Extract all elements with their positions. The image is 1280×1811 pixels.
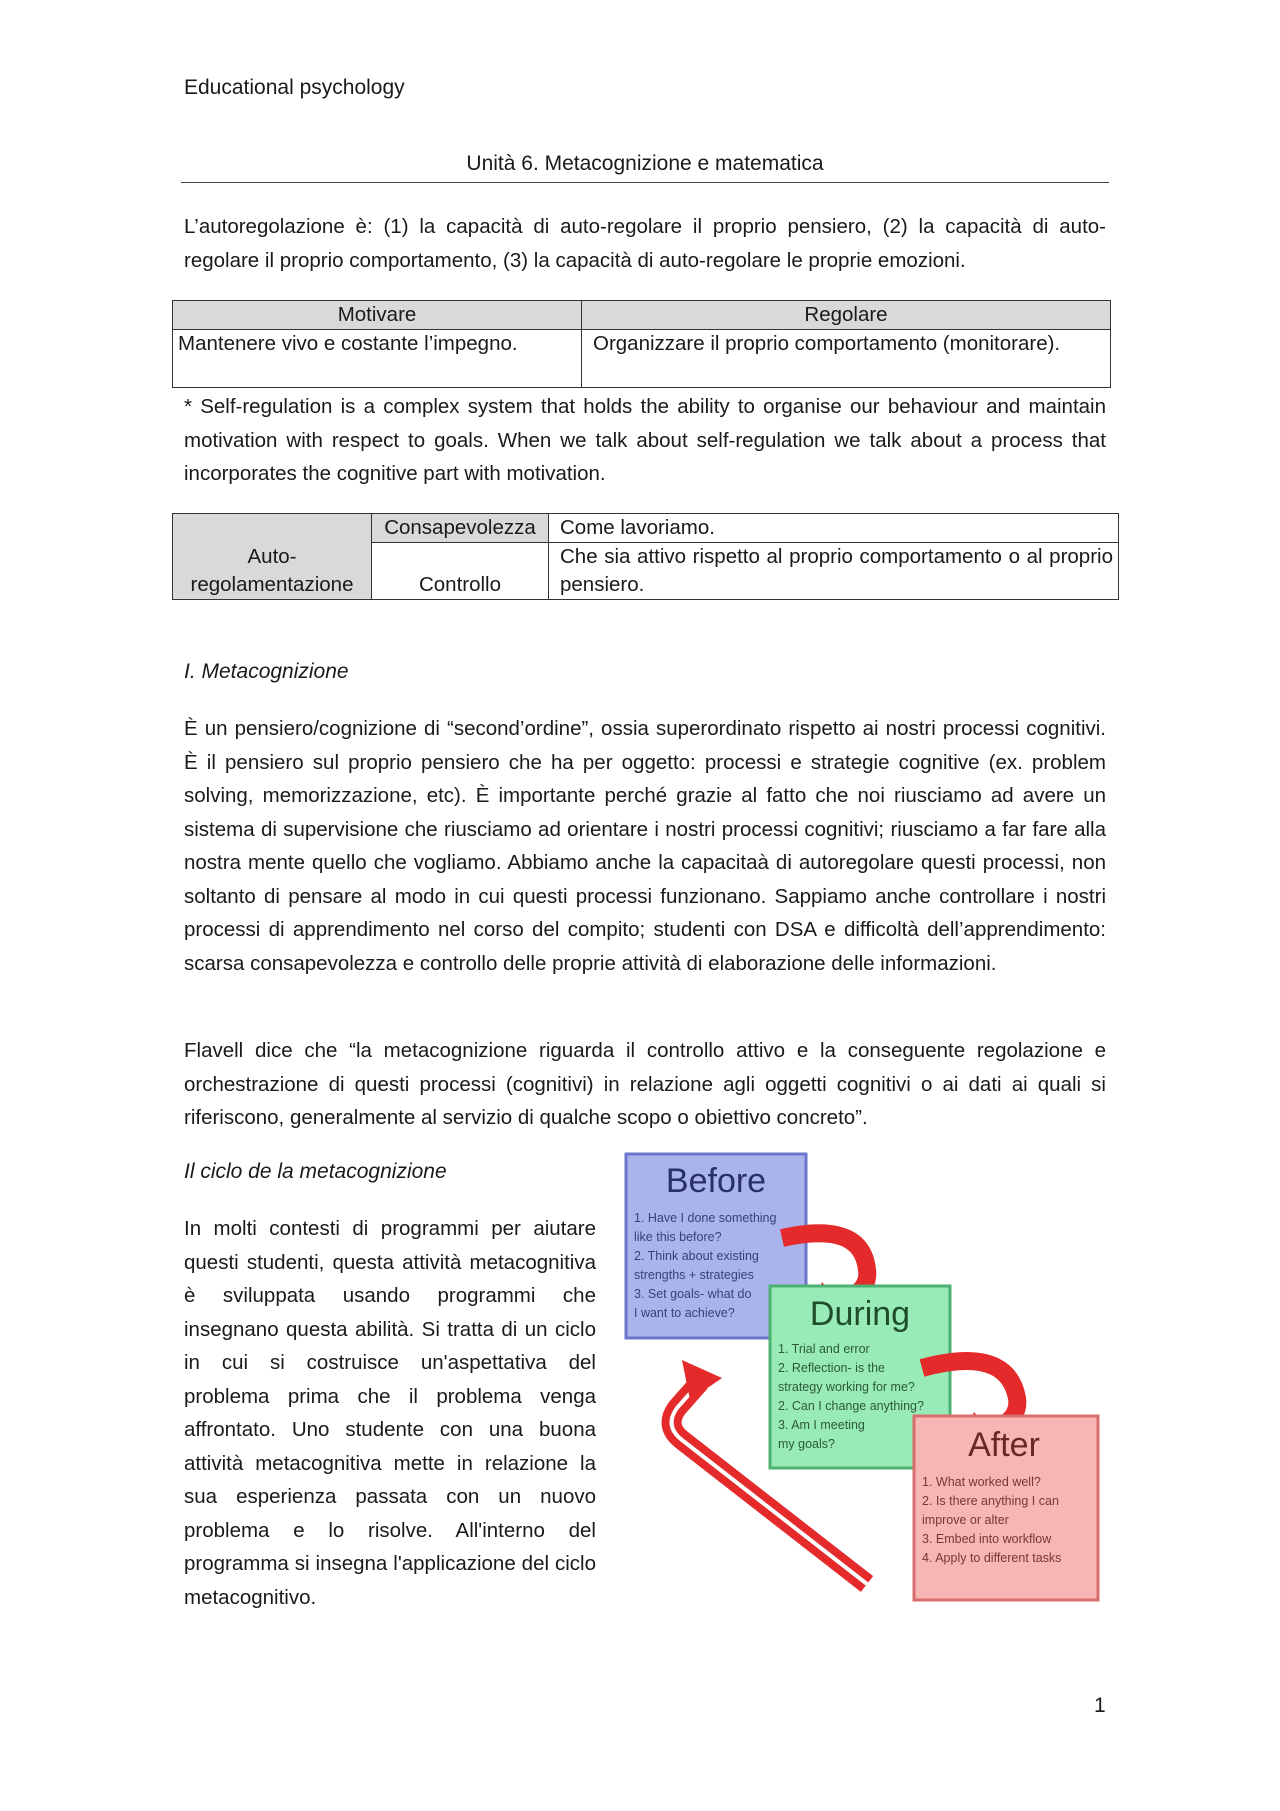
unit-title: Unità 6. Metacognizione e matematica (181, 152, 1109, 183)
running-header: Educational psychology (184, 76, 405, 99)
metacognizione-paragraph-1: È un pensiero/cognizione di “second’ordine”, ossia superordinato rispetto ai nostri processi cognitivi. È il pensiero sul proprio pensiero che ha per oggetto: processi e strategie cognitive (ex. problem solving, memorizzazione, etc). È importante perché grazie al fatto che noi riusciamo ad avere un sistema di supervisione che riusciamo ad orientare i nostri processi cognitivi; riusciamo a far fare alla nostra mente quello che vogliamo. Abbiamo anche la capacitaà di autoregolare questi processi, non soltanto di pensare al modo in cui questi processi funzionano. Sappiamo anche controllare i nostri processi di apprendimento nel corso del compito; studenti con DSA e difficoltà dell’apprendimento: scarsa consapevolezza e controllo delle proprie attività di elaborazione delle informazioni. (184, 717, 1106, 975)
before-item: like this before? (634, 1230, 722, 1244)
table1-header-regolare: Regolare (582, 301, 1111, 330)
before-item: 1. Have I done something (634, 1211, 777, 1225)
before-item: strengths + strategies (634, 1268, 754, 1282)
before-item: 2. Think about existing (634, 1249, 759, 1263)
page-number: 1 (1094, 1694, 1106, 1717)
during-item: 2. Can I change anything? (778, 1399, 924, 1413)
during-item: strategy working for me? (778, 1380, 915, 1394)
during-item: 2. Reflection- is the (778, 1361, 885, 1375)
table2-desc-controllo: Che sia attivo rispetto al proprio comportamento o al proprio pensiero. (549, 543, 1119, 600)
motivare-regolare-table (172, 300, 1111, 388)
section-title-ciclo: Il ciclo de la metacognizione (184, 1160, 447, 1183)
during-item: my goals? (778, 1437, 835, 1451)
after-title: After (968, 1426, 1040, 1464)
after-item: 2. Is there anything I can (922, 1494, 1059, 1508)
metacognition-cycle-figure (612, 1150, 1110, 1620)
after-item: improve or alter (922, 1513, 1009, 1527)
flavell-paragraph: Flavell dice che “la metacognizione riguarda il controllo attivo e la conseguente regolazione e orchestrazione di questi processi (cognitivi) in relazione agli oggetti cognitivi o ai dati ai quali si riferiscono, generalmente al servizio di qualche scopo o obiettivo concreto”. (184, 1039, 1106, 1129)
during-title: During (809, 1295, 911, 1333)
table2-desc-consapevolezza: Come lavoriamo. (549, 514, 1119, 543)
after-item: 3. Embed into workflow (922, 1532, 1052, 1546)
table2-term-controllo: Controllo (372, 543, 549, 600)
table2-label: Auto-regolamentazione (173, 514, 372, 600)
ciclo-paragraph: In molti contesti di programmi per aiutare questi studenti, questa attività metacognitiva è sviluppata usando programmi che insegnano questa abilità. Si tratta di un ciclo in cui si costruisce un'aspettativa del problema prima che il problema venga affrontato. Uno studente con una buona attività metacognitiva mette in relazione la sua esperienza passata con un nuovo problema e lo risolve. All'interno del programma si insegna l'applicazione del ciclo metacognitivo. (184, 1217, 596, 1609)
before-item: I want to achieve? (634, 1306, 735, 1320)
metacognition-cycle-diagram (612, 1150, 1110, 1620)
table2-term-consapevolezza: Consapevolezza (372, 514, 549, 543)
autoregolamentazione-table (172, 513, 1119, 600)
self-regulation-note: * Self-regulation is a complex system that holds the ability to organise our behaviour and maintain motivation with respect to goals. When we talk about self-regulation we talk about a process that incorporates the cognitive part with motivation. (184, 395, 1106, 485)
during-item: 3. Am I meeting (778, 1418, 865, 1432)
table1-cell-regolare: Organizzare il proprio comportamento (monitorare). (582, 330, 1111, 388)
intro-paragraph: L’autoregolazione è: (1) la capacità di auto-regolare il proprio pensiero, (2) la capacità di auto-regolare il proprio comportamento, (3) la capacità di auto-regolare le proprie emozioni. (184, 215, 1106, 272)
before-item: 3. Set goals- what do (634, 1287, 752, 1301)
table1-cell-motivare: Mantenere vivo e costante l’impegno. (173, 330, 582, 388)
during-item: 1. Trial and error (778, 1342, 870, 1356)
section-title-metacognizione: I. Metacognizione (184, 660, 349, 683)
before-title: Before (665, 1162, 767, 1200)
after-item: 4. Apply to different tasks (922, 1551, 1062, 1565)
table1-header-motivare: Motivare (173, 301, 582, 330)
after-item: 1. What worked well? (922, 1475, 1041, 1489)
